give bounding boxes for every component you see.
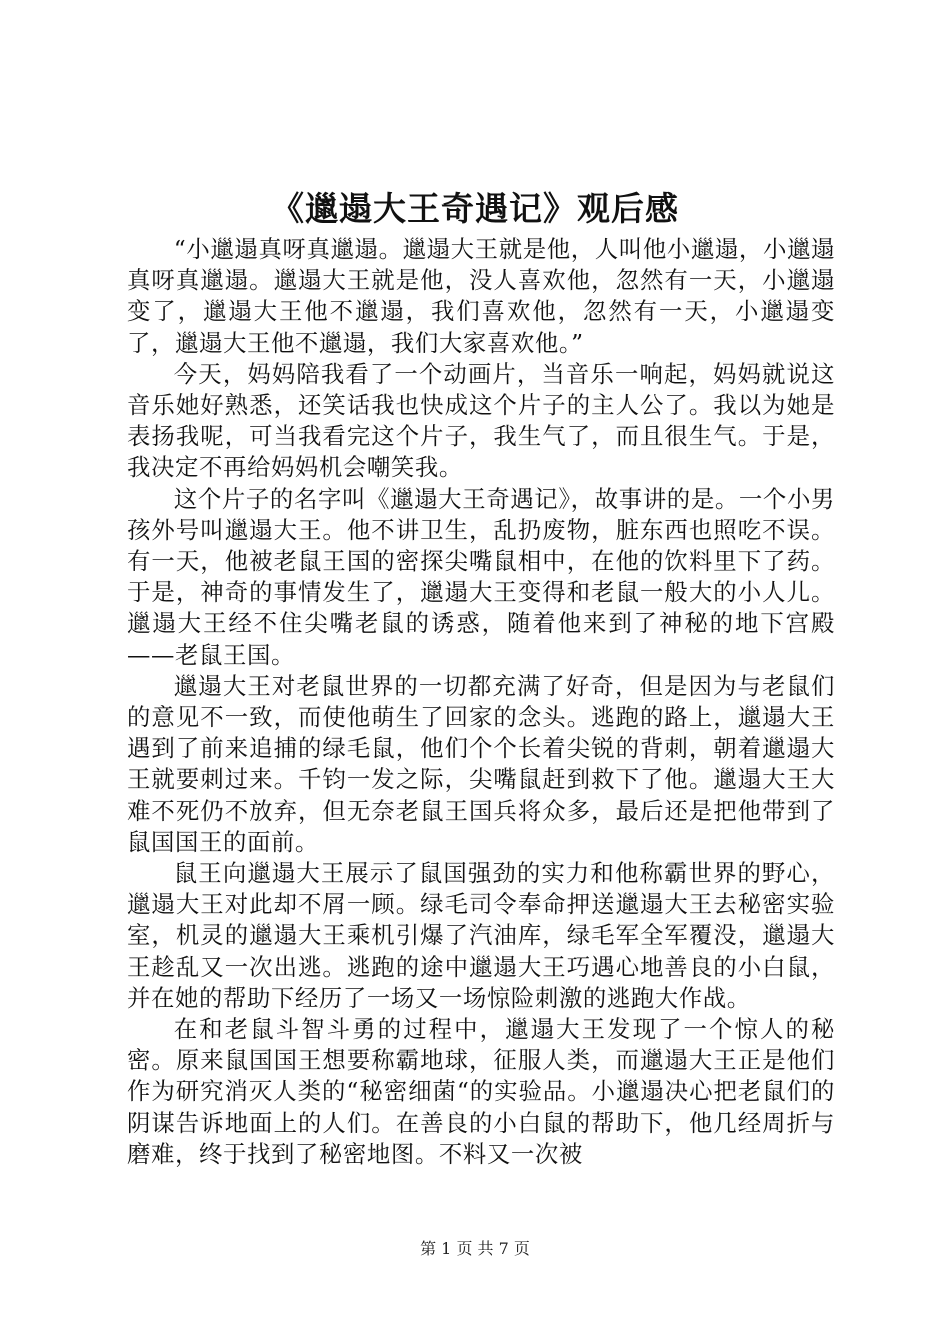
paragraph: 这个片子的名字叫《邋遢大王奇遇记》，故事讲的是。一个小男孩外号叫邋遢大王。他不讲卫生，乱扔废物，脏东西也照吃不误。有一天，他被老鼠王国的密探尖嘴鼠相中，在他的饮料里下了药。于是，神奇的事情发生了，邋遢大王变得和老鼠一般大的小人儿。邋遢大王经不住尖嘴老鼠的诱惑，随着他来到了神秘的地下宫殿——老鼠王国。 (127, 484, 835, 669)
page-title: 《邋遢大王奇遇记》观后感 (271, 189, 679, 228)
page-number-footer: 第 1 页 共 7 页 (420, 1239, 530, 1258)
paragraph: “小邋遢真呀真邋遢。邋遢大王就是他，人叫他小邋遢，小邋遢真呀真邋遢。邋遢大王就是他，没人喜欢他，忽然有一天，小邋遢变了，邋遢大王他不邋遢，我们喜欢他，忽然有一天，小邋遢变了，邋遢大王他不邋遢，我们大家喜欢他。” (127, 235, 835, 357)
paragraph: 鼠王向邋遢大王展示了鼠国强劲的实力和他称霸世界的野心，邋遢大王对此却不屑一顾。绿毛司令奉命押送邋遢大王去秘密实验室，机灵的邋遢大王乘机引爆了汽油库，绿毛军全军覆没，邋遢大王趁乱又一次出逃。逃跑的途中邋遢大王巧遇心地善良的小白鼠，并在她的帮助下经历了一场又一场惊险刺激的逃跑大作战。 (127, 859, 835, 1012)
paragraph: 在和老鼠斗智斗勇的过程中，邋遢大王发现了一个惊人的秘密。原来鼠国国王想要称霸地球，征服人类，而邋遢大王正是他们作为研究消灭人类的“秘密细菌“的实验品。小邋遢决心把老鼠们的阴谋告诉地面上的人们。在善良的小白鼠的帮助下，他几经周折与磨难，终于找到了秘密地图。不料又一次被 (127, 1015, 835, 1168)
document-body (127, 234, 835, 1170)
paragraph: 邋遢大王对老鼠世界的一切都充满了好奇，但是因为与老鼠们的意见不一致，而使他萌生了回家的念头。逃跑的路上，邋遢大王遇到了前来追捕的绿毛鼠，他们个个长着尖锐的背刺，朝着邋遢大王就要刺过来。千钧一发之际，尖嘴鼠赶到救下了他。邋遢大王大难不死仍不放弃，但无奈老鼠王国兵将众多，最后还是把他带到了鼠国国王的面前。 (127, 671, 835, 856)
paragraph: 今天，妈妈陪我看了一个动画片，当音乐一响起，妈妈就说这音乐她好熟悉，还笑话我也快成这个片子的主人公了。我以为她是表扬我呢，可当我看完这个片子，我生气了，而且很生气。于是，我决定不再给妈妈机会嘲笑我。 (127, 359, 835, 482)
